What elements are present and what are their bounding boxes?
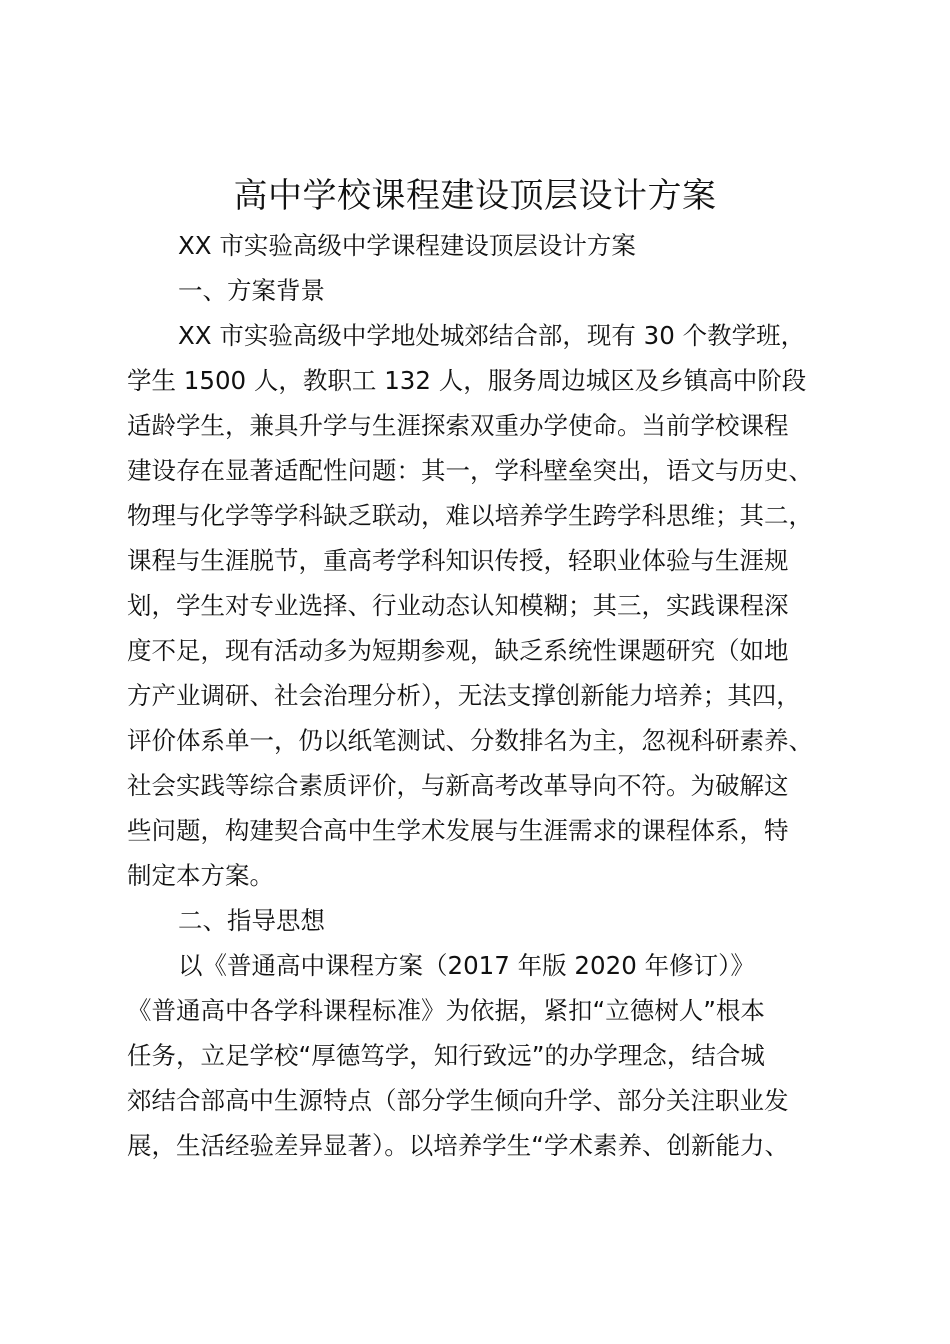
paragraph-line: 建设存在显著适配性问题：其一，学科壁垒突出，语文与历史、 xyxy=(127,456,813,485)
paragraph-line: 适龄学生，兼具升学与生涯探索双重办学使命。当前学校课程 xyxy=(127,411,789,440)
paragraph-line: 展，生活经验差异显著）。以培养学生“学术素养、创新能力、 xyxy=(127,1131,789,1160)
paragraph-line: 学生 1500 人，教职工 132 人，服务周边城区及乡镇高中阶段 xyxy=(127,366,807,395)
paragraph-line: 制定本方案。 xyxy=(127,861,274,890)
paragraph-line: 任务，立足学校“厚德笃学，知行致远”的办学理念，结合城 xyxy=(127,1041,765,1070)
paragraph-line: 社会实践等综合素质评价，与新高考改革导向不符。为破解这 xyxy=(127,771,789,800)
paragraph-line: 方产业调研、社会治理分析），无法支撑创新能力培养；其四， xyxy=(127,681,801,710)
paragraph-line: 划，学生对专业选择、行业动态认知模糊；其三，实践课程深 xyxy=(127,591,789,620)
document-title: 高中学校课程建设顶层设计方案 xyxy=(233,176,717,216)
paragraph-line: 课程与生涯脱节，重高考学科知识传授，轻职业体验与生涯规 xyxy=(127,546,789,575)
section-heading-guiding-ideology: 二、指导思想 xyxy=(178,906,325,935)
paragraph-line: 以《普通高中课程方案（2017 年版 2020 年修订）》 xyxy=(178,951,755,980)
paragraph-line: 物理与化学等学科缺乏联动，难以培养学生跨学科思维；其二， xyxy=(127,501,813,530)
paragraph-line: 些问题，构建契合高中生学术发展与生涯需求的课程体系，特 xyxy=(127,816,789,845)
section-heading-background: 一、方案背景 xyxy=(178,276,325,305)
document-subtitle: XX 市实验高级中学课程建设顶层设计方案 xyxy=(178,231,636,260)
paragraph-line: 度不足，现有活动多为短期参观，缺乏系统性课题研究（如地 xyxy=(127,636,789,665)
paragraph-line: XX 市实验高级中学地处城郊结合部，现有 30 个教学班， xyxy=(178,321,806,350)
paragraph-line: 《普通高中各学科课程标准》为依据，紧扣“立德树人”根本 xyxy=(127,996,765,1025)
paragraph-line: 评价体系单一，仍以纸笔测试、分数排名为主，忽视科研素养、 xyxy=(127,726,813,755)
paragraph-line: 郊结合部高中生源特点（部分学生倾向升学、部分关注职业发 xyxy=(127,1086,789,1115)
